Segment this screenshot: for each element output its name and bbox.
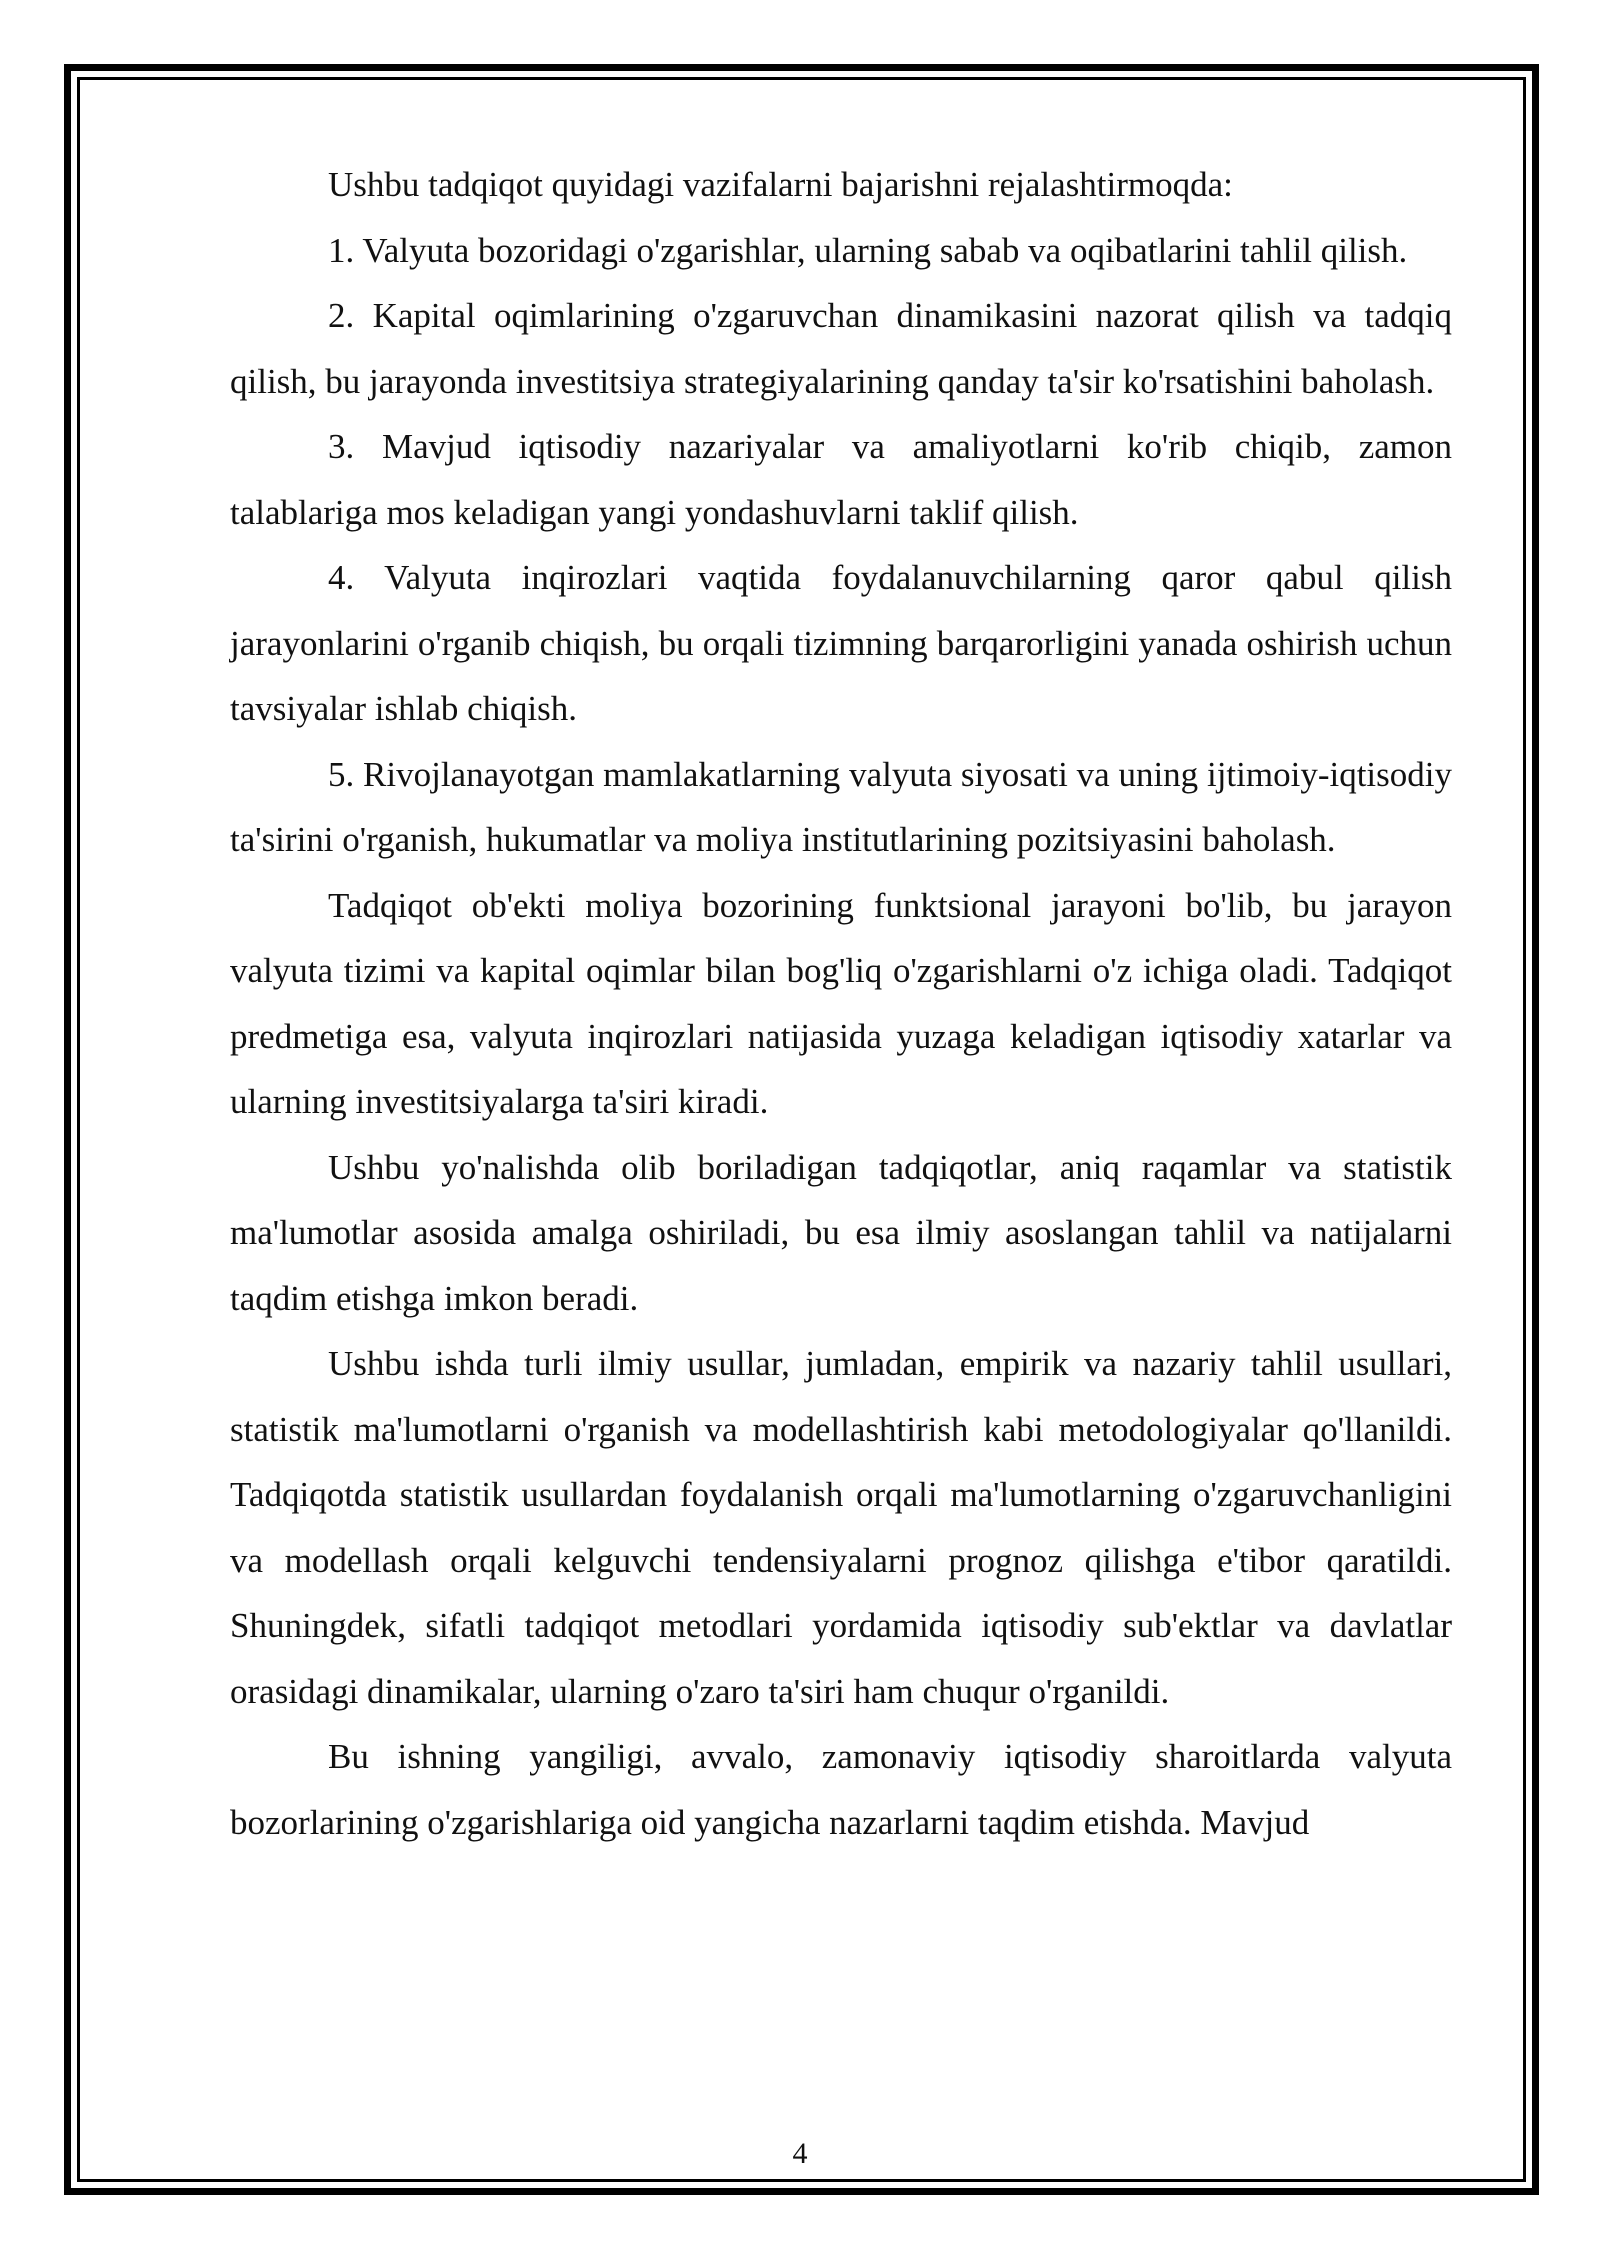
paragraph-novelty: Bu ishning yangiligi, avvalo, zamonaviy iqtisodiy sharoitlarda valyuta bozorlarining o'zgarishlariga oid yangicha nazarlarni taqdim etishda. Mavjud bbox=[230, 1737, 1452, 1842]
paragraph-task-1: 1. Valyuta bozoridagi o'zgarishlar, ularning sabab va oqibatlarini tahlil qilish. bbox=[328, 230, 1408, 270]
paragraph-intro: Ushbu tadqiqot quyidagi vazifalarni bajarishni rejalashtirmoqda: bbox=[328, 165, 1233, 204]
paragraph-task-4: 4. Valyuta inqirozlari vaqtida foydalanuvchilarning qaror qabul qilish jarayonlarini o'rganib chiqish, bu orqali tizimning barqarorligini yanada oshirish uchun tavsiyalar ishlab chiqish. bbox=[230, 558, 1452, 728]
paragraph-task-3: 3. Mavjud iqtisodiy nazariyalar va amaliyotlarni ko'rib chiqib, zamon talablariga mos keladigan yangi yondashuvlarni taklif qilish. bbox=[230, 427, 1452, 532]
paragraph-research-object: Tadqiqot ob'ekti moliya bozorining funktsional jarayoni bo'lib, bu jarayon valyuta tizimi va kapital oqimlar bilan bog'liq o'zgarishlarni o'z ichiga oladi. Tadqiqot predmetiga esa, valyuta inqirozlari natijasida yuzaga keladigan iqtisodiy xatarlar va ularning investitsiyalarga ta'siri kiradi. bbox=[230, 885, 1452, 1121]
paragraph-methods: Ushbu ishda turli ilmiy usullar, jumladan, empirik va nazariy tahlil usullari, statistik ma'lumotlarni o'rganish va modellashtirish kabi metodologiyalar qo'llanildi. Tadqiqotda statistik usullardan foydalanish orqali ma'lumotlarning o'zgaruvchanligini va modellash orqali kelguvchi tendensiyalarni prognoz qilishga e'tibor qaratildi. Shuningdek, sifatli tadqiqot metodlari yordamida iqtisodiy sub'ektlar va davlatlar orasidagi dinamikalar, ularning o'zaro ta'siri ham chuqur o'rganildi. bbox=[230, 1344, 1452, 1711]
page-number: 4 bbox=[792, 2137, 808, 2170]
paragraph-research-direction: Ushbu yo'nalishda olib boriladigan tadqiqotlar, aniq raqamlar va statistik ma'lumotlar asosida amalga oshiriladi, bu esa ilmiy asoslangan tahlil va natijalarni taqdim etishga imkon beradi. bbox=[230, 1147, 1452, 1318]
paragraph-task-5: 5. Rivojlanayotgan mamlakatlarning valyuta siyosati va uning ijtimoiy-iqtisodiy ta'sirini o'rganish, hukumatlar va moliya institutlarining pozitsiyasini baholash. bbox=[230, 754, 1452, 859]
document-body bbox=[230, 152, 1452, 1855]
paragraph-task-2: 2. Kapital oqimlarining o'zgaruvchan dinamikasini nazorat qilish va tadqiq qilish, bu jarayonda investitsiya strategiyalarining qanday ta'sir ko'rsatishini baholash. bbox=[230, 296, 1452, 401]
